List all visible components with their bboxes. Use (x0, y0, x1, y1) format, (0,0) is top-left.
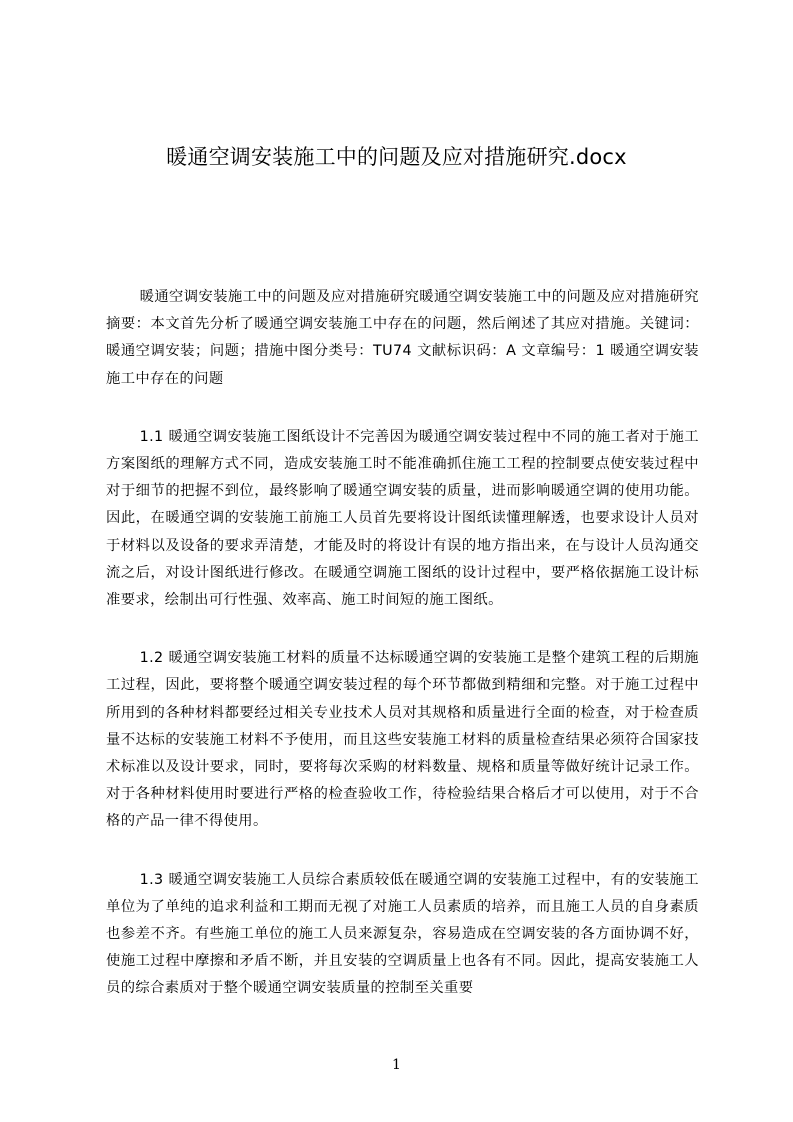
paragraph-section-1-1: 1.1 暖通空调安装施工图纸设计不完善因为暖通空调安装过程中不同的施工者对于施工方案图纸的理解方式不同，造成安装施工时不能准确抓住施工工程的控制要点使安装过程中对于细节的把握不到位，最终影响了暖通空调安装的质量，进而影响暖通空调的使用功能。因此，在暖通空调的安装施工前施工人员首先要将设计图纸读懂理解透，也要求设计人员对于材料以及设备的要求弄清楚，才能及时的将设计有误的地方指出来，在与设计人员沟通交流之后，对设计图纸进行修改。在暖通空调施工图纸的设计过程中，要严格依据施工设计标准要求，绘制出可行性强、效率高、施工时间短的施工图纸。 (106, 428, 699, 609)
page-number: 1 (392, 1057, 401, 1073)
paragraph-section-1-2: 1.2 暖通空调安装施工材料的质量不达标暖通空调的安装施工是整个建筑工程的后期施工过程，因此，要将整个暖通空调安装过程的每个环节都做到精细和完整。对于施工过程中所用到的各种材料都要经过相关专业技术人员对其规格和质量进行全面的检查，对于检查质量不达标的安装施工材料不予使用，而且这些安装施工材料的质量检查结果必须符合国家技术标准以及设计要求，同时，要将每次采购的材料数量、规格和质量等做好统计记录工作。对于各种材料使用时要进行严格的检查验收工作，待检验结果合格后才可以使用，对于不合格的产品一律不得使用。 (106, 650, 699, 830)
paragraph-section-1-3: 1.3 暖通空调安装施工人员综合素质较低在暖通空调的安装施工过程中，有的安装施工单位为了单纯的追求利益和工期而无视了对施工人员素质的培养，而且施工人员的自身素质也参差不齐。有些施工单位的施工人员来源复杂，容易造成在空调安装的各方面协调不好，使施工过程中摩擦和矛盾不断，并且安装的空调质量上也各有不同。因此，提高安装施工人员的综合素质对于整个暖通空调安装质量的控制至关重要 (106, 871, 699, 997)
document-title: 暖通空调安装施工中的问题及应对措施研究.docx (166, 145, 627, 169)
paragraph-abstract: 暖通空调安装施工中的问题及应对措施研究暖通空调安装施工中的问题及应对措施研究摘要：本文首先分析了暖通空调安装施工中存在的问题，然后阐述了其应对措施。关键词：暖通空调安装；问题；措施中图分类号：TU74 文献标识码：A 文章编号：1 暖通空调安装施工中存在的问题 (106, 289, 699, 387)
document-body (106, 284, 699, 1034)
